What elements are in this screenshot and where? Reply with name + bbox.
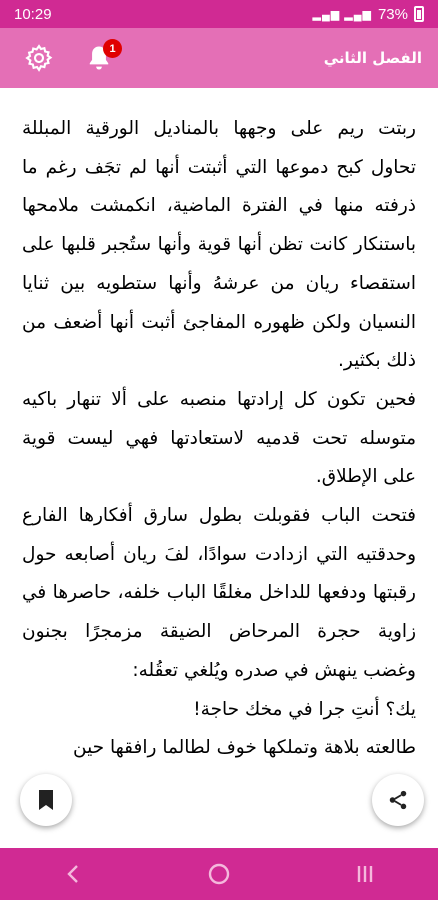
navigation-bar — [0, 848, 438, 900]
settings-button[interactable] — [22, 41, 56, 75]
back-icon — [66, 864, 80, 884]
paragraph: فتحت الباب فقوبلت بطول سارق أفكارها الفارع وحدقتيه التي ازدادت سوادًا، لفَ ريان أصابعه حول رقبتها ودفعها للداخل مغلقًا الباب خلفه، حاصرها في زاوية حجرة المرحاض الضيقة مزمجرًا بجنون وغضب ينهش في صدره ويُلغي تعقُله: — [22, 505, 416, 681]
share-button[interactable] — [372, 774, 424, 826]
signal-icon: ▂▄▆ ▂▄▆ — [312, 8, 372, 21]
battery-icon — [414, 6, 424, 22]
notification-badge: 1 — [103, 39, 122, 58]
paragraph: طالعته بلاهة وتملكها خوف لطالما رافقها حين — [73, 737, 416, 759]
chapter-text — [22, 110, 416, 768]
chapter-content[interactable] — [0, 88, 438, 848]
status-time: 10:29 — [14, 5, 52, 23]
share-icon — [387, 789, 409, 811]
recents-button[interactable] — [335, 854, 395, 894]
bookmark-button[interactable] — [20, 774, 72, 826]
paragraph: يك؟ أنتِ جرا في مخك حاجة! — [193, 698, 416, 720]
gear-icon — [24, 43, 54, 73]
recents-icon — [354, 863, 376, 885]
notifications-button[interactable] — [82, 41, 116, 75]
home-icon — [207, 862, 231, 886]
home-button[interactable] — [189, 854, 249, 894]
app-bar-actions — [22, 41, 116, 75]
paragraph: ربتت ريم على وجهها بالمناديل الورقية المبللة تحاول كبح دموعها التي أثبتت أنها لم تجَف رغم ما ذرفته منها في الفترة الماضية، انكمشت ملامحها باستنكار كانت تظن أنها قوية وأنها ستُجبر قلبها على استقصاء ريان من عرشهُ وأنها ستطويه بين ثنايا النسيان ولكن ظهوره المفاجئ أثبت أنها أضعف من ذلك بكثير. — [22, 118, 416, 372]
back-button[interactable] — [43, 854, 103, 894]
status-bar — [0, 0, 438, 28]
page-title: الفصل الثاني — [323, 49, 422, 67]
paragraph: فحين تكون كل إرادتها منصبه على ألا تنهار باكيه متوسله تحت قدميه لاستعادتها فهي ليست قوية على الإطلاق. — [22, 388, 416, 488]
bookmark-icon — [37, 789, 55, 811]
status-indicators — [312, 6, 424, 23]
battery-percent: 73% — [377, 5, 408, 23]
app-bar — [0, 28, 438, 88]
